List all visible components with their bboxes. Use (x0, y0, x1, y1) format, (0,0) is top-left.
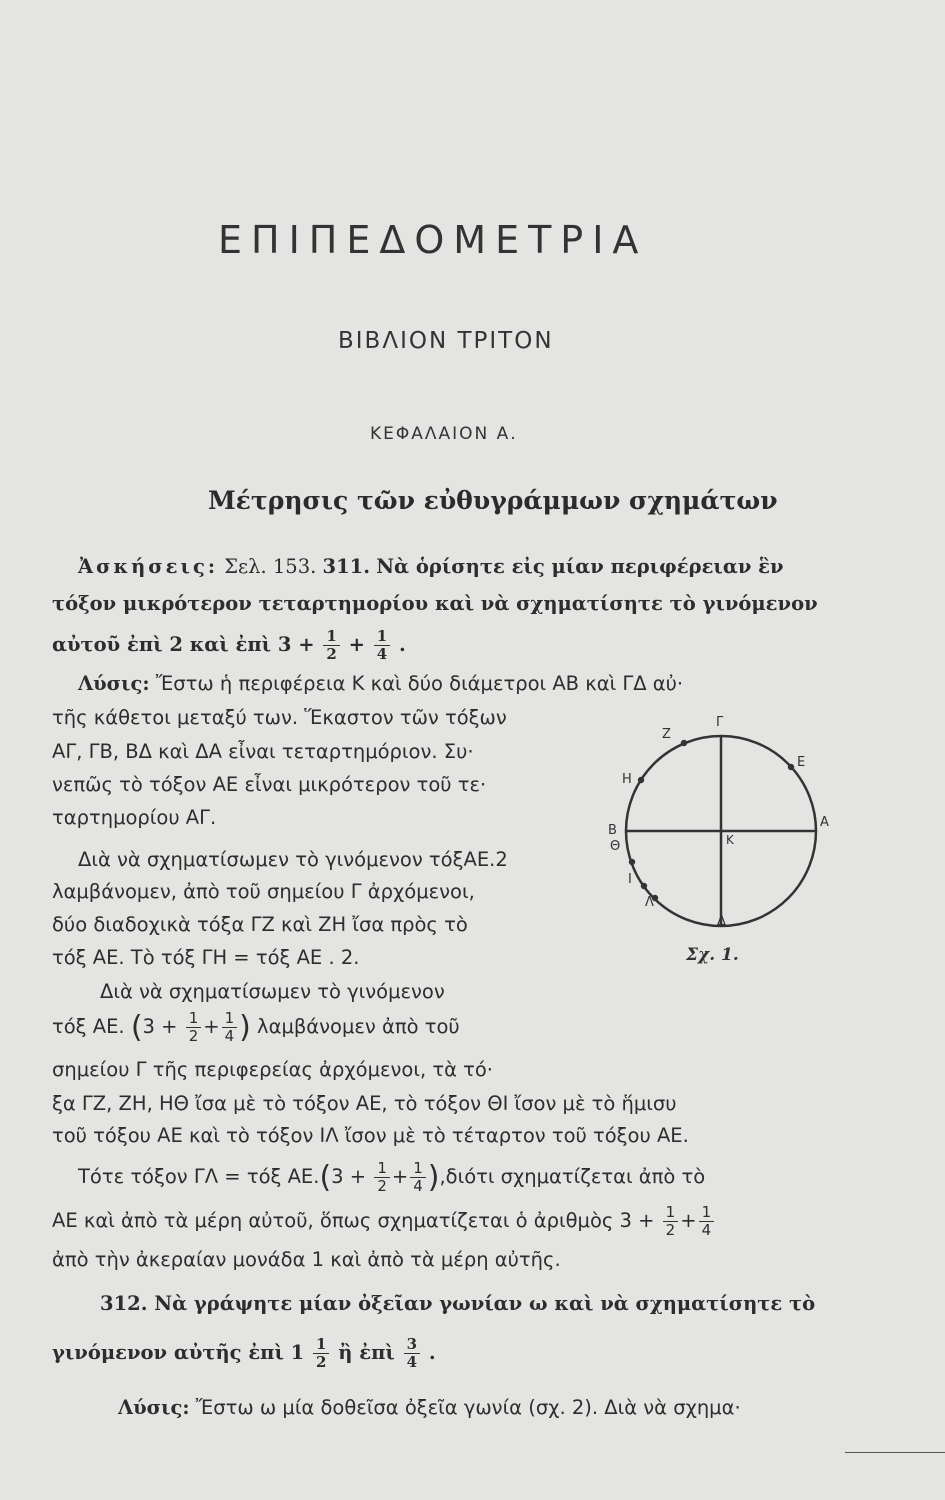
exercise-text: αὐτοῦ ἐπὶ 2 καὶ ἐπὶ 3 + (52, 633, 315, 656)
fraction-one-quarter: $\frac{1}{4}$ (699, 1204, 715, 1239)
label-beta: Β (608, 823, 617, 838)
book-subtitle: ΒΙΒΛΙΟΝ ΤΡΙΤΟΝ (338, 328, 554, 354)
plus-sign: + (348, 633, 365, 656)
expr-three: 3 + (331, 1165, 367, 1188)
exercise-text: γινόμενον αὐτῆς ἐπὶ 1 (52, 1341, 305, 1364)
exercise-number: 312. (100, 1292, 148, 1315)
open-paren: ( (130, 1010, 143, 1045)
margin-rule (845, 1452, 945, 1453)
fraction-three-quarters: $\frac{3}{4}$ (404, 1336, 420, 1371)
label-epsilon: Ε (797, 755, 806, 770)
solution-line-5: ταρτημορίου ΑΓ. (52, 806, 217, 829)
solution-line-8: δύο διαδοχικὰ τόξα ΓΖ καὶ ΖΗ ἴσα πρὸς τὸ (52, 913, 468, 936)
solution-line-11 (52, 1010, 460, 1045)
arc-product: τόξ ΑΕ. (52, 1015, 125, 1038)
label-delta: Δ (717, 914, 726, 929)
exercise-question: Νὰ γράψητε μίαν ὀξεῖαν γωνίαν ω καὶ νὰ σχηματίσητε τὸ (154, 1292, 816, 1315)
point-theta (629, 859, 635, 865)
exercise-311-line-3 (52, 628, 406, 663)
exercise-312-line-2 (52, 1336, 436, 1371)
solution-text: Ἔστω ω μία δοθεῖσα ὀξεῖα γωνία (σχ. 2). Διὰ νὰ σχημα· (195, 1396, 741, 1419)
exercises-label: Ἀσκήσεις: (78, 555, 219, 578)
period: . (428, 1341, 436, 1364)
exercise-311-line-1 (78, 555, 784, 578)
solution-line-16 (52, 1204, 716, 1239)
solution-line-2: τῆς κάθετοι μεταξύ των. Ἕκαστον τῶν τόξων (52, 706, 507, 729)
exercise-311-line-2: τόξον μικρότερον τεταρτημορίου καὶ νὰ σχηματίσητε τὸ γινόμενον (52, 592, 818, 615)
solution-line-4: νεπῶς τὸ τόξον ΑΕ εἶναι μικρότερον τοῦ τε· (52, 773, 487, 796)
exercise-question: Νὰ ὁρίσητε εἰς μίαν περιφέρειαν ἓν (376, 555, 784, 578)
solution-label: Λύσις: (118, 1396, 190, 1419)
fraction-one-half: $\frac{1}{2}$ (323, 628, 339, 663)
label-zeta: Ζ (662, 727, 671, 742)
label-theta: Θ (610, 839, 621, 854)
close-paren: ) (239, 1010, 251, 1045)
label-kappa: Κ (726, 833, 734, 847)
solution-line-6: Διὰ νὰ σχηματίσωμεν τὸ γινόμενον τόξΑΕ.2 (78, 848, 508, 871)
point-z (681, 740, 687, 746)
period: . (399, 633, 406, 656)
label-gamma: Γ (716, 715, 724, 730)
book-title: ΕΠΙΠΕΔΟΜΕΤΡΙΑ (218, 218, 648, 262)
solution-line-14: τοῦ τόξου ΑΕ καὶ τὸ τόξον ΙΛ ἴσον μὲ τὸ τέταρτον τοῦ τόξου ΑΕ. (52, 1124, 689, 1147)
open-paren: ( (319, 1160, 332, 1195)
plus-sign: + (203, 1015, 220, 1038)
point-h (638, 777, 644, 783)
label-iota: Ι (628, 872, 632, 887)
fraction-one-quarter: $\frac{1}{4}$ (410, 1160, 426, 1195)
exercise-312-line-1 (100, 1292, 815, 1315)
solution-text: Ἔστω ἡ περιφέρεια Κ καὶ δύο διάμετροι ΑΒ καὶ ΓΔ αὐ· (155, 672, 684, 695)
solution-line-7: λαμβάνομεν, ἀπὸ τοῦ σημείου Γ ἀρχόμενοι, (52, 880, 475, 903)
plus-sign: + (391, 1165, 409, 1188)
section-title: Μέτρησις τῶν εὐθυγράμμων σχημάτων (208, 486, 778, 515)
solution-line-10: Διὰ νὰ σχηματίσωμεν τὸ γινόμενον (100, 980, 445, 1003)
plus-sign: + (680, 1209, 697, 1232)
solution-312-line-1 (118, 1396, 741, 1419)
fraction-one-quarter: $\frac{1}{4}$ (222, 1010, 238, 1045)
solution-text: λαμβάνομεν ἀπὸ τοῦ (257, 1015, 460, 1038)
solution-line-13: ξα ΓΖ, ΖΗ, ΗΘ ἴσα μὲ τὸ τόξον ΑΕ, τὸ τόξον ΘΙ ἴσον μὲ τὸ ἥμισυ (52, 1092, 677, 1115)
solution-line-15 (78, 1160, 705, 1195)
fraction-one-half: $\frac{1}{2}$ (186, 1010, 202, 1045)
page-reference: Σελ. 153. (224, 555, 317, 578)
solution-line-3: ΑΓ, ΓΒ, ΒΔ καὶ ΔΑ εἶναι τεταρτημόριον. Συ· (52, 740, 474, 763)
exercise-number: 311. (322, 555, 371, 578)
solution-label: Λύσις: (78, 672, 150, 695)
close-paren: ) (427, 1160, 440, 1195)
solution-text: ΑΕ καὶ ἀπὸ τὰ μέρη αὐτοῦ, ὅπως σχηματίζεται ὁ ἀριθμὸς 3 + (52, 1209, 655, 1232)
expr-three: 3 + (142, 1015, 178, 1038)
fraction-one-half: $\frac{1}{2}$ (374, 1160, 390, 1195)
label-eta: Η (622, 772, 632, 787)
point-e (788, 764, 794, 770)
label-lambda: Λ (645, 895, 654, 910)
solution-line-17: ἀπὸ τὴν ἀκεραίαν μονάδα 1 καὶ ἀπὸ τὰ μέρη αὐτῆς. (52, 1248, 561, 1271)
figure-circle-diagram (600, 700, 840, 970)
solution-line-9: τόξ ΑΕ. Τὸ τόξ ΓΗ = τόξ ΑΕ . 2. (52, 946, 360, 969)
fraction-one-half: $\frac{1}{2}$ (313, 1336, 329, 1371)
exercise-text: ἢ ἐπὶ (338, 1341, 395, 1364)
figure-caption: Σχ. 1. (686, 945, 739, 965)
chapter-heading: ΚΕΦΑΛΑΙΟΝ Α. (370, 424, 518, 444)
point-iota (641, 883, 647, 889)
label-alpha: Α (820, 815, 829, 830)
solution-text: ,διότι σχηματίζεται ἀπὸ τὸ (439, 1165, 706, 1188)
solution-line-1 (78, 672, 683, 695)
fraction-one-half: $\frac{1}{2}$ (663, 1204, 679, 1239)
solution-text: Τότε τόξον ΓΛ = τόξ ΑΕ. (78, 1165, 320, 1188)
solution-line-12: σημείου Γ τῆς περιφερείας ἀρχόμενοι, τὰ τό· (52, 1058, 494, 1081)
fraction-one-quarter: $\frac{1}{4}$ (374, 628, 390, 663)
